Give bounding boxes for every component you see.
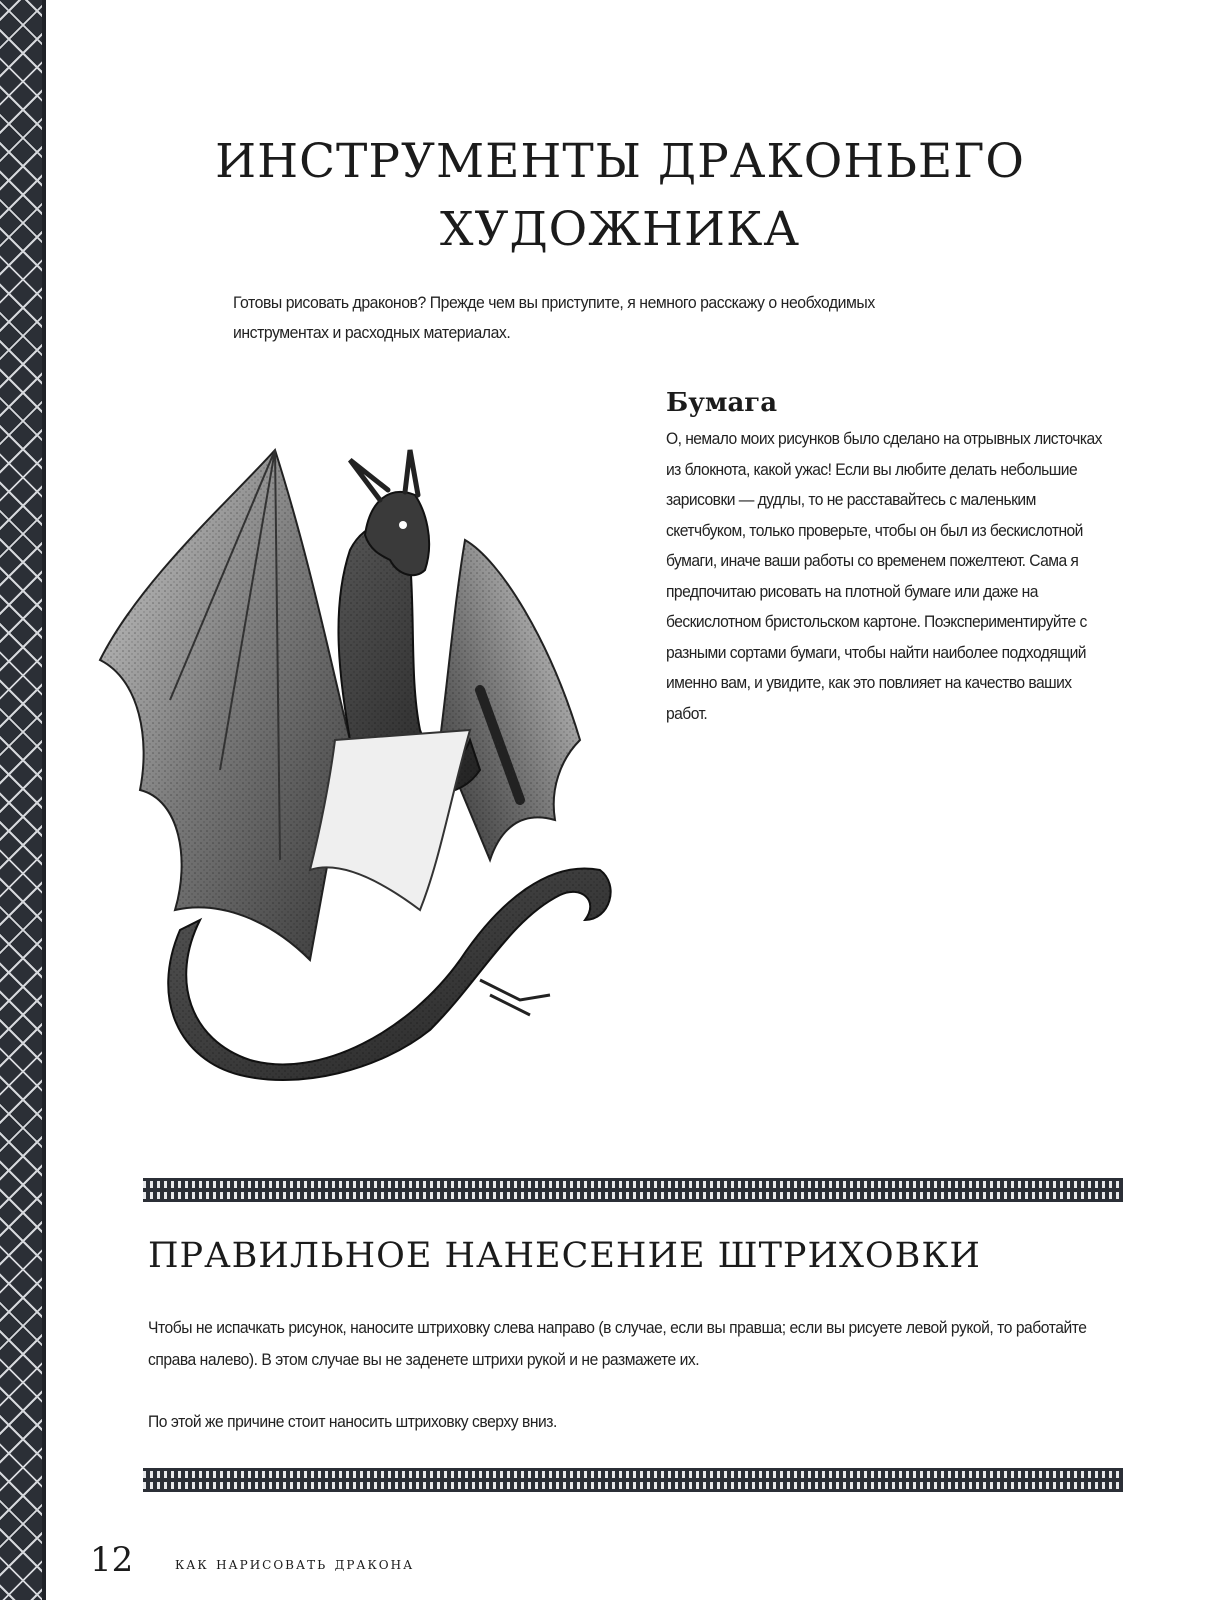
paper-body: О, немало моих рисунков было сделано на отрывных листочках из блокнота, какой ужас! Если вы любите делать небольшие зарисовки — дудлы, то не расставайтесь с маленьким скетчбуком, только проверьте, чтобы он был из бескислотной бумаги, иначе ваши работы со временем пожелтеют. Сама я предпочитаю рисовать на плотной бумаге или даже на бескислотном бристольском картоне. Поэкспериментируйте с разными сортами бумаги, чтобы найти наиболее подходящий именно вам, и увидите, как это повлияет на качество ваших работ. [666, 429, 1102, 723]
dragon-claws [480, 980, 550, 1015]
dragon-illustration [80, 440, 620, 1090]
page-number: 12 [90, 1540, 134, 1580]
paper-sheet [310, 730, 470, 910]
hatching-paragraph-2: По этой же причине стоит наносить штриховку сверху вниз. [148, 1412, 557, 1431]
paper-heading: Бумага [666, 388, 778, 418]
page-title: ИНСТРУМЕНТЫ ДРАКОНЬЕГО ХУДОЖНИКА [215, 134, 1025, 257]
intro-paragraph: Готовы рисовать драконов? Прежде чем вы приступите, я немного расскажу о необходимых инструментах и расходных материалах. [233, 293, 875, 342]
paper-section [666, 386, 1136, 729]
hatching-heading: ПРАВИЛЬНОЕ НАНЕСЕНИЕ ШТРИХОВКИ [148, 1236, 981, 1276]
running-title: как нарисовать дракона [175, 1554, 415, 1574]
hatching-paragraph-1: Чтобы не испачкать рисунок, наносите штриховку слева направо (в случае, если вы правша; если вы рисуете левой рукой, то работайте справа налево). В этом случае вы не заденете штрихи рукой и не размажете их. [148, 1318, 1087, 1369]
ornament-divider-top [143, 1178, 1123, 1202]
ornament-divider-bottom [143, 1468, 1123, 1492]
decorative-page-border [0, 0, 46, 1600]
